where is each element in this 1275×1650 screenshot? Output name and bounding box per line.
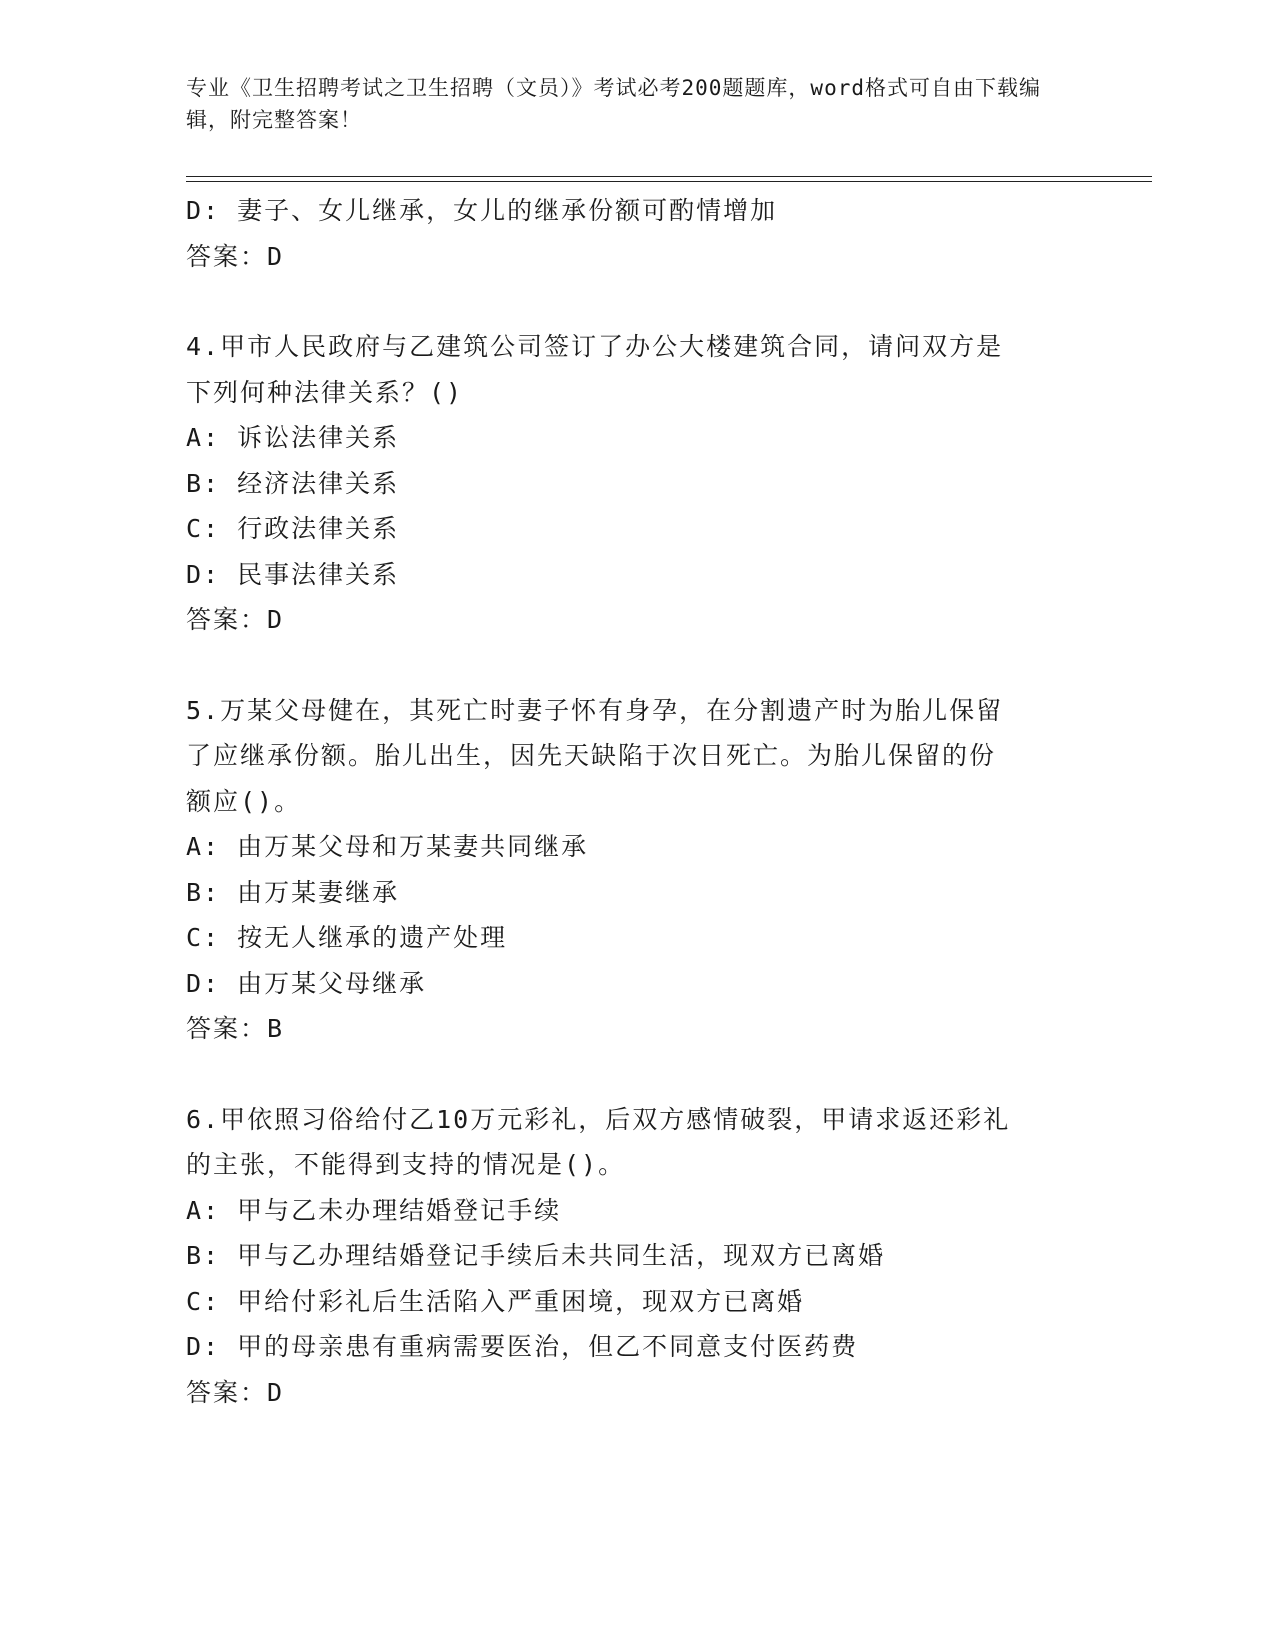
answer-line: 答案：D bbox=[186, 241, 285, 271]
question-text-line: 下列何种法律关系？() bbox=[186, 377, 464, 407]
option-c: C: 行政法律关系 bbox=[186, 514, 400, 543]
header-rule-bottom bbox=[186, 181, 1152, 182]
answer-line: 答案：D bbox=[186, 1377, 285, 1407]
question-4 bbox=[186, 324, 1086, 643]
question-text-line: 6.甲依照习俗给付乙10万元彩礼，后双方感情破裂，甲请求返还彩礼 bbox=[186, 1104, 1011, 1134]
option-b: B: 由万某妻继承 bbox=[186, 877, 400, 907]
question-text-line: 额应()。 bbox=[186, 786, 302, 816]
option-a: A: 甲与乙未办理结婚登记手续 bbox=[186, 1195, 562, 1225]
document-header: 专业《卫生招聘考试之卫生招聘（文员）》考试必考200题题库，word格式可自由下载编辑，附完整答案！ bbox=[186, 76, 1041, 132]
option-b: B: 甲与乙办理结婚登记手续后未共同生活，现双方已离婚 bbox=[186, 1241, 886, 1270]
question-text-line: 了应继承份额。胎儿出生，因先天缺陷于次日死亡。为胎儿保留的份 bbox=[186, 741, 997, 770]
option-d: D: 妻子、女儿继承，女儿的继承份额可酌情增加 bbox=[186, 196, 778, 225]
question-text-line: 5.万某父母健在，其死亡时妻子怀有身孕，在分割遗产时为胎儿保留 bbox=[186, 695, 1004, 725]
answer-line: 答案：B bbox=[186, 1014, 285, 1043]
carryover-question bbox=[186, 188, 1086, 279]
answer-line: 答案：D bbox=[186, 605, 285, 634]
option-b: B: 经济法律关系 bbox=[186, 468, 400, 498]
option-d: D: 由万某父母继承 bbox=[186, 968, 427, 998]
document-body bbox=[186, 188, 1086, 1460]
header-rule-top bbox=[186, 176, 1152, 177]
option-a: A: 诉讼法律关系 bbox=[186, 423, 400, 452]
question-text-line: 4.甲市人民政府与乙建筑公司签订了办公大楼建筑合同，请问双方是 bbox=[186, 332, 1004, 361]
option-a: A: 由万某父母和万某妻共同继承 bbox=[186, 832, 589, 861]
option-c: C: 甲给付彩礼后生活陷入严重困境，现双方已离婚 bbox=[186, 1286, 805, 1316]
option-d: D: 民事法律关系 bbox=[186, 559, 400, 589]
question-6 bbox=[186, 1097, 1086, 1416]
option-d: D: 甲的母亲患有重病需要医治，但乙不同意支付医药费 bbox=[186, 1332, 859, 1361]
option-c: C: 按无人继承的遗产处理 bbox=[186, 923, 508, 952]
question-text-line: 的主张，不能得到支持的情况是()。 bbox=[186, 1150, 626, 1179]
question-5 bbox=[186, 688, 1086, 1052]
